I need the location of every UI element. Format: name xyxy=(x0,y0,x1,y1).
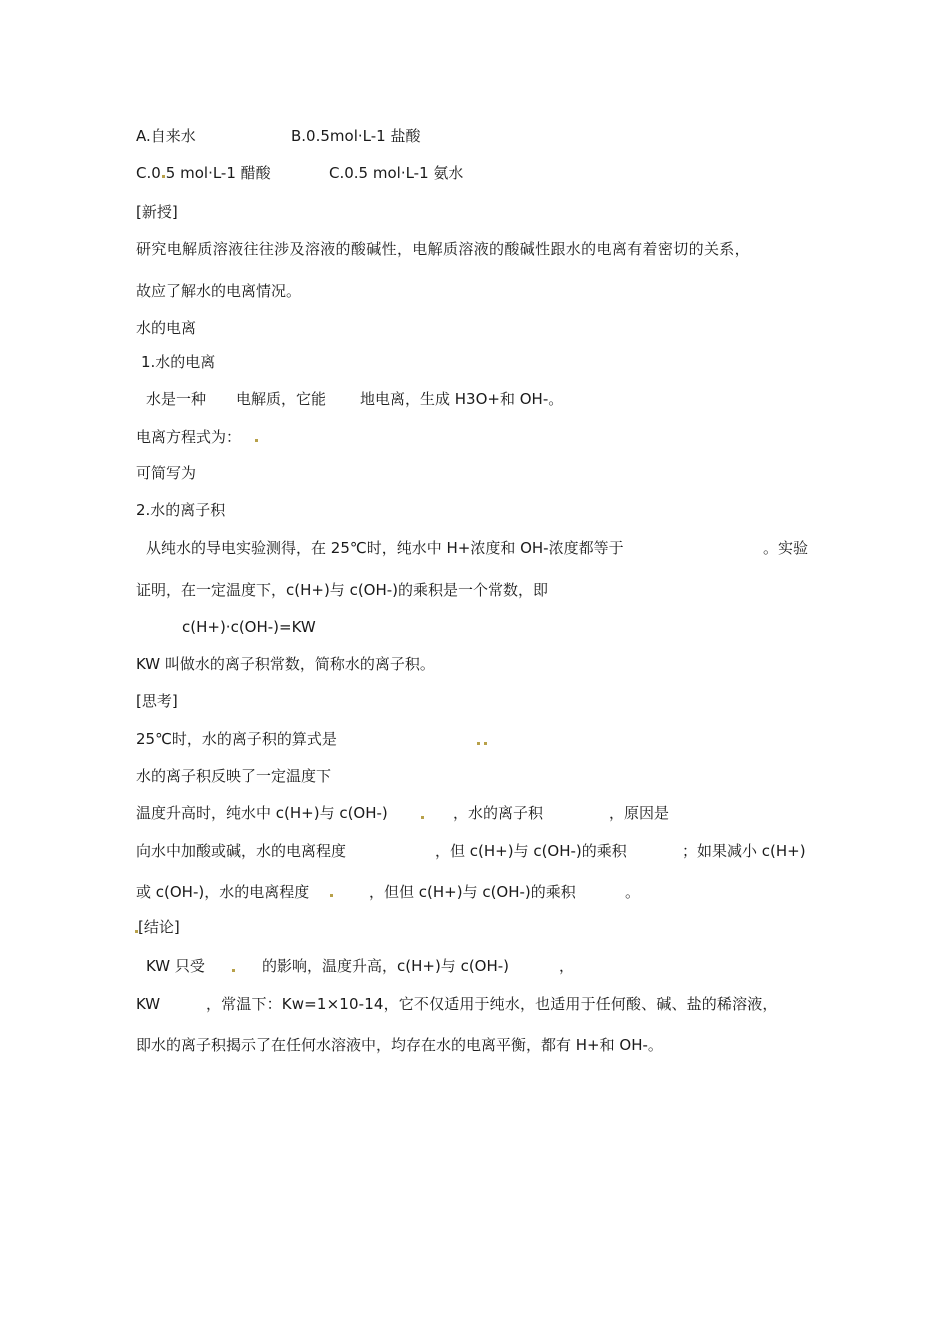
experiment-sentence-part2: 。实验 xyxy=(763,539,809,557)
option-c-first-part1: C.0 xyxy=(136,164,161,182)
subheading-1: 1.水的电离 xyxy=(141,353,216,371)
section-heading-conclusion: [结论] xyxy=(138,918,180,936)
kw-equation: c(H+)·c(OH-)=KW xyxy=(182,618,316,636)
option-b: B.0.5mol·L-1 盐酸 xyxy=(291,127,421,145)
think-question-3-part2: ，水的离子积 xyxy=(453,804,544,822)
think-question-3-part3: ，原因是 xyxy=(609,804,670,822)
ink-dot xyxy=(477,742,480,745)
conclusion-line1-part2: 的影响，温度升高，c(H+)与 c(OH-) xyxy=(262,957,510,975)
ionization-equation-label xyxy=(136,427,259,447)
ink-dot xyxy=(232,969,235,972)
conclusion-line2-part2: ，常温下：Kw=1×10-14，它不仅适用于纯水，也适用于任何酸、碱、盐的稀溶液， xyxy=(206,995,778,1013)
section-heading-think: [思考] xyxy=(136,692,178,710)
conclusion-line1-part1: KW 只受 xyxy=(146,957,205,975)
ink-dot xyxy=(421,816,424,819)
simplified-label: 可简写为 xyxy=(136,464,197,482)
experiment-sentence-line2: 证明，在一定温度下，c(H+)与 c(OH-)的乘积是一个常数，即 xyxy=(136,581,549,599)
ink-dot xyxy=(484,742,487,745)
think-question-5-part2: ，但但 c(H+)与 c(OH-)的乘积 xyxy=(369,883,576,901)
sentence-water-part1: 水是一种 xyxy=(146,390,207,408)
option-c-first xyxy=(136,163,271,183)
think-question-1: 25℃时，水的离子积的算式是 xyxy=(136,730,337,748)
think-question-4-part3: ；如果减小 c(H+) xyxy=(682,842,806,860)
conclusion-line2-part1: KW xyxy=(136,995,161,1013)
think-question-2: 水的离子积反映了一定温度下 xyxy=(136,767,332,785)
option-c-second: C.0.5 mol·L-1 氨水 xyxy=(329,164,464,182)
paragraph-intro-line1: 研究电解质溶液往往涉及溶液的酸碱性，电解质溶液的酸碱性跟水的电离有着密切的关系， xyxy=(136,240,751,258)
subheading-2: 2.水的离子积 xyxy=(136,501,226,519)
think-question-4-part2: ，但 c(H+)与 c(OH-)的乘积 xyxy=(435,842,627,860)
think-question-5-part1: 或 c(OH-)，水的电离程度 xyxy=(136,883,310,901)
sentence-water-part3: 地电离，生成 H3O+和 OH-。 xyxy=(360,390,564,408)
option-a: A.自来水 xyxy=(136,127,196,145)
paragraph-intro-line2: 故应了解水的电离情况。 xyxy=(136,282,302,300)
ink-dot xyxy=(255,439,258,442)
think-question-4-part1: 向水中加酸或碱，水的电离程度 xyxy=(136,842,347,860)
ink-dot xyxy=(162,175,165,178)
option-c-first-part2: 5 mol·L-1 醋酸 xyxy=(165,164,271,182)
think-question-3-part1: 温度升高时，纯水中 c(H+)与 c(OH-) xyxy=(136,804,388,822)
ionization-equation-text: 电离方程式为： xyxy=(136,428,242,446)
conclusion-line3: 即水的离子积揭示了在任何水溶液中，均存在水的电离平衡，都有 H+和 OH-。 xyxy=(136,1036,663,1054)
conclusion-line1-part3: ， xyxy=(559,957,575,975)
kw-definition: KW 叫做水的离子积常数，简称水的离子积。 xyxy=(136,655,435,673)
think-question-5-part3: 。 xyxy=(625,883,641,901)
experiment-sentence-part1: 从纯水的导电实验测得，在 25℃时，纯水中 H+浓度和 OH-浓度都等于 xyxy=(146,539,624,557)
sentence-water-part2: 电解质，它能 xyxy=(236,390,327,408)
topic-title: 水的电离 xyxy=(136,319,197,337)
ink-dot xyxy=(330,894,333,897)
section-heading-new: [新授] xyxy=(136,203,178,221)
